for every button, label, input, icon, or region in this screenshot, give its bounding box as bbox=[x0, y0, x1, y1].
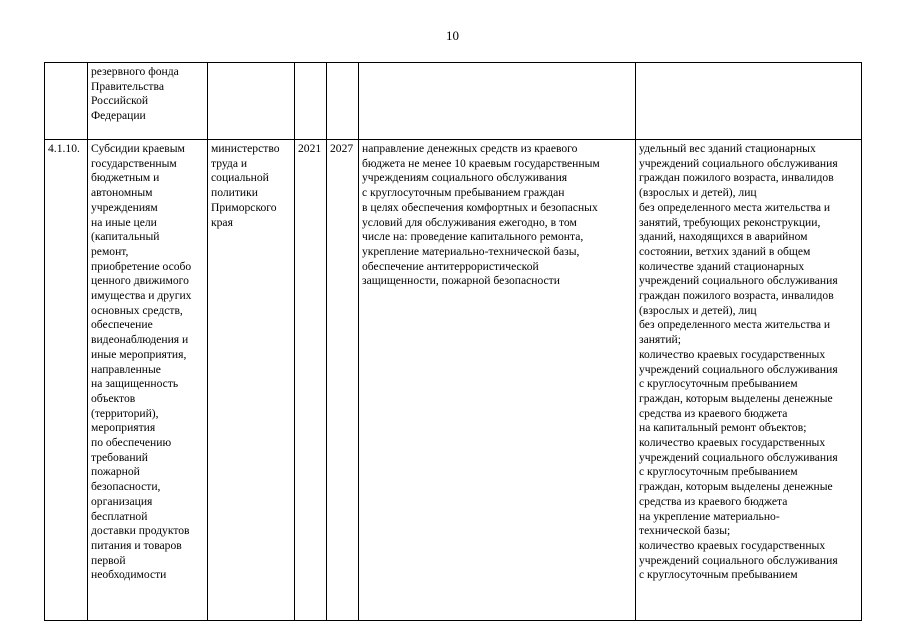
text-line: министерство bbox=[211, 142, 280, 155]
text-line: края bbox=[211, 215, 233, 229]
end-year-cell bbox=[327, 140, 359, 621]
text-line: на иные цели bbox=[91, 215, 157, 229]
text-line: обеспечение bbox=[91, 318, 153, 332]
text-line: основных средств, bbox=[91, 303, 183, 317]
text-line: первой bbox=[91, 553, 126, 567]
text-line: учреждений социального обслуживания bbox=[639, 553, 838, 567]
text-line: иные мероприятия, bbox=[91, 347, 187, 361]
text-line: средства из краевого бюджета bbox=[639, 406, 788, 420]
text-line: Правительства bbox=[91, 79, 164, 93]
activity-name-cell bbox=[88, 63, 208, 140]
text-line: технической базы; bbox=[639, 524, 731, 538]
direction-cell bbox=[359, 63, 636, 140]
text-line: направление денежных средств из краевого bbox=[362, 142, 578, 155]
text-line: с круглосуточным пребыванием bbox=[639, 568, 798, 582]
text-line: граждан, которым выделены денежные bbox=[639, 391, 833, 405]
text-line: государственным bbox=[91, 156, 177, 170]
text-line: труда и bbox=[211, 156, 248, 170]
text-line: на капитальный ремонт объектов; bbox=[639, 421, 807, 435]
text-line: бесплатной bbox=[91, 509, 148, 523]
text-line: социальной bbox=[211, 171, 269, 185]
text-line: без определенного места жительства и bbox=[639, 318, 831, 332]
text-line: учреждений социального обслуживания bbox=[639, 274, 838, 288]
indicator-cell bbox=[636, 63, 862, 140]
text-line: граждан пожилого возраста, инвалидов bbox=[639, 289, 834, 303]
text-line: защищенности, пожарной безопасности bbox=[362, 274, 560, 288]
text-line: политики bbox=[211, 186, 258, 200]
text-line: удельный вес зданий стационарных bbox=[639, 142, 816, 155]
text-line: состоянии, ветхих зданий в общем bbox=[639, 244, 811, 258]
text-line: (взрослых и детей), лиц bbox=[639, 186, 757, 200]
text-line: резервного фонда bbox=[91, 65, 179, 78]
text-line: укрепление материально-технической базы, bbox=[362, 244, 580, 258]
text-line: необходимости bbox=[91, 568, 167, 582]
text-line: граждан, которым выделены денежные bbox=[639, 480, 833, 494]
text-line: без определенного места жительства и bbox=[639, 200, 831, 214]
text-line: количество краевых государственных bbox=[639, 538, 826, 552]
text-line: с круглосуточным пребыванием граждан bbox=[362, 186, 565, 200]
text-line: числе на: проведение капитального ремонта, bbox=[362, 230, 584, 244]
text-line: учреждений социального обслуживания bbox=[639, 450, 838, 464]
text-line: количество краевых государственных bbox=[639, 347, 826, 361]
start-year: 2021 bbox=[298, 142, 322, 155]
text-line: (капитальный bbox=[91, 230, 160, 244]
text-line: учреждений социального обслуживания bbox=[639, 362, 838, 376]
text-line: объектов bbox=[91, 391, 136, 405]
text-line: занятий; bbox=[639, 333, 681, 347]
text-line: с круглосуточным пребыванием bbox=[639, 377, 798, 391]
text-line: Федерации bbox=[91, 109, 146, 123]
text-line: Субсидии краевым bbox=[91, 142, 185, 155]
text-line: направленные bbox=[91, 362, 161, 376]
table-row bbox=[45, 140, 862, 621]
start-year-cell bbox=[295, 140, 327, 621]
text-line: в целях обеспечения комфортных и безопасных bbox=[362, 200, 598, 214]
table-row bbox=[45, 63, 862, 140]
item-number-cell bbox=[45, 63, 88, 140]
text-line: автономным bbox=[91, 186, 153, 200]
text-line: ценного движимого bbox=[91, 274, 189, 288]
text-line: занятий, требующих реконструкции, bbox=[639, 215, 821, 229]
text-line: видеонаблюдения и bbox=[91, 333, 189, 347]
text-line: количество краевых государственных bbox=[639, 436, 826, 450]
text-line: зданий, находящихся в аварийном bbox=[639, 230, 808, 244]
text-line: имущества и других bbox=[91, 289, 192, 303]
direction-cell bbox=[359, 140, 636, 621]
text-line: учреждениям социального обслуживания bbox=[362, 171, 568, 185]
text-line: организация bbox=[91, 494, 153, 508]
text-line: обеспечение антитеррористической bbox=[362, 259, 539, 273]
text-line: по обеспечению bbox=[91, 436, 172, 450]
text-line: Российской bbox=[91, 94, 149, 108]
text-line: доставки продуктов bbox=[91, 524, 190, 538]
text-line: бюджетным и bbox=[91, 171, 160, 185]
program-table bbox=[44, 62, 862, 621]
text-line: Приморского bbox=[211, 200, 277, 214]
text-line: на защищенность bbox=[91, 377, 179, 391]
item-number-cell bbox=[45, 140, 88, 621]
text-line: с круглосуточным пребыванием bbox=[639, 465, 798, 479]
text-line: (территорий), bbox=[91, 406, 159, 420]
text-line: граждан пожилого возраста, инвалидов bbox=[639, 171, 834, 185]
text-line: на укрепление материально- bbox=[639, 509, 780, 523]
start-year-cell bbox=[295, 63, 327, 140]
text-line: бюджета не менее 10 краевым государственным bbox=[362, 156, 600, 170]
end-year-cell bbox=[327, 63, 359, 140]
text-line: ремонт, bbox=[91, 244, 129, 258]
text-line: (взрослых и детей), лиц bbox=[639, 303, 757, 317]
text-line: безопасности, bbox=[91, 480, 161, 494]
executor-cell bbox=[208, 140, 295, 621]
page-number: 10 bbox=[446, 28, 459, 43]
text-line: приобретение особо bbox=[91, 259, 192, 273]
text-line: учреждениям bbox=[91, 200, 158, 214]
activity-name-cell bbox=[88, 140, 208, 621]
indicator-cell bbox=[636, 140, 862, 621]
item-number: 4.1.10. bbox=[48, 142, 80, 155]
text-line: количестве зданий стационарных bbox=[639, 259, 805, 273]
text-line: мероприятия bbox=[91, 421, 156, 435]
text-line: пожарной bbox=[91, 465, 140, 479]
end-year: 2027 bbox=[330, 142, 354, 155]
text-line: условий для обслуживания ежегодно, в том bbox=[362, 215, 577, 229]
executor-cell bbox=[208, 63, 295, 140]
text-line: требований bbox=[91, 450, 148, 464]
text-line: питания и товаров bbox=[91, 538, 182, 552]
text-line: средства из краевого бюджета bbox=[639, 494, 788, 508]
text-line: учреждений социального обслуживания bbox=[639, 156, 838, 170]
